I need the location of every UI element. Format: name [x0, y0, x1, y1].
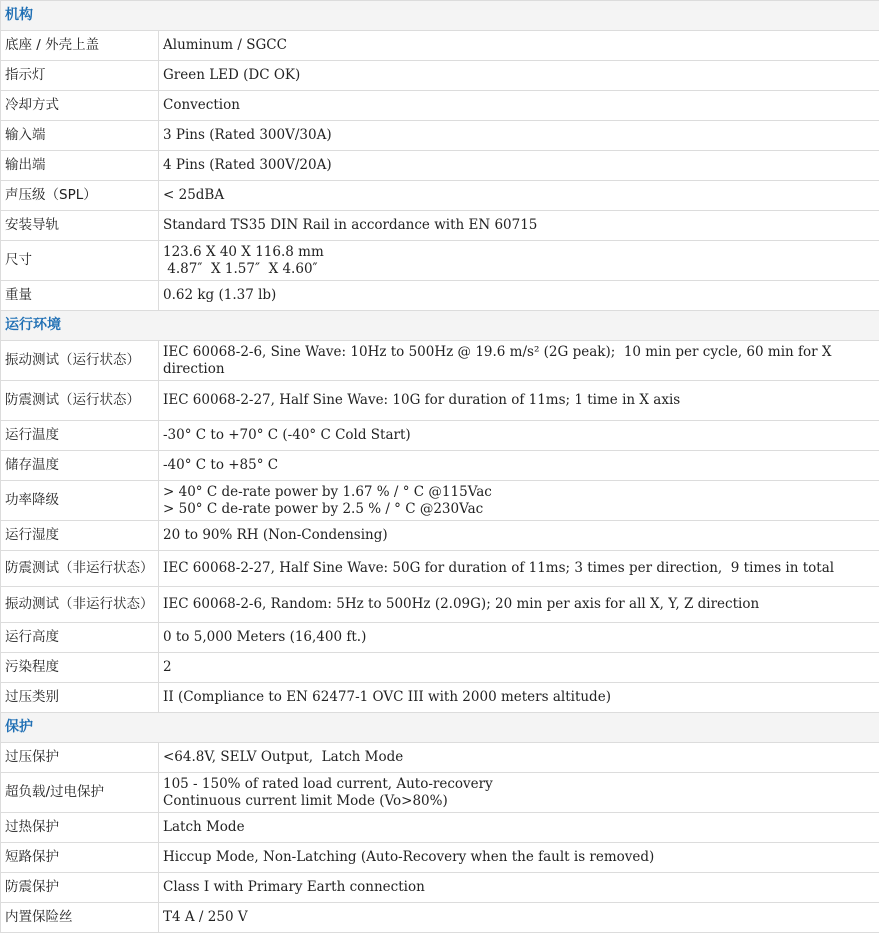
row-value: IEC 60068-2-27, Half Sine Wave: 10G for duration of 11ms; 1 time in X axis: [159, 381, 879, 421]
section-header-mechanical: [1, 1, 879, 31]
row-label: 运行高度: [1, 623, 159, 653]
table-row: [1, 873, 879, 903]
table-row: [1, 381, 879, 421]
table-row: [1, 181, 879, 211]
row-label: 重量: [1, 281, 159, 311]
table-row: [1, 587, 879, 623]
row-label: 防震测试（非运行状态）: [1, 551, 159, 587]
table-row: [1, 551, 879, 587]
row-label: 输入端: [1, 121, 159, 151]
row-value: 105 - 150% of rated load current, Auto-recovery Continuous current limit Mode (Vo>80%): [159, 773, 879, 813]
row-label: 声压级（SPL）: [1, 181, 159, 211]
table-row: [1, 773, 879, 813]
table-row: [1, 653, 879, 683]
table-row: [1, 241, 879, 281]
row-value: II (Compliance to EN 62477-1 OVC III with 2000 meters altitude): [159, 683, 879, 713]
section-title: 保护: [1, 713, 879, 743]
row-label: 功率降级: [1, 481, 159, 521]
row-value: 123.6 X 40 X 116.8 mm 4.87″ X 1.57″ X 4.60″: [159, 241, 879, 281]
row-value: IEC 60068-2-27, Half Sine Wave: 50G for duration of 11ms; 3 times per direction, 9 times in total: [159, 551, 879, 587]
row-label: 防震测试（运行状态）: [1, 381, 159, 421]
table-row: [1, 211, 879, 241]
row-value: IEC 60068-2-6, Random: 5Hz to 500Hz (2.09G); 20 min per axis for all X, Y, Z direction: [159, 587, 879, 623]
table-row: [1, 341, 879, 381]
row-label: 超负载/过电保护: [1, 773, 159, 813]
row-label: 指示灯: [1, 61, 159, 91]
row-label: 污染程度: [1, 653, 159, 683]
row-value: IEC 60068-2-6, Sine Wave: 10Hz to 500Hz @ 19.6 m/s² (2G peak); 10 min per cycle, 60 min for X direction: [159, 341, 879, 381]
row-label: 安装导轨: [1, 211, 159, 241]
row-label: 振动测试（非运行状态）: [1, 587, 159, 623]
table-row: [1, 683, 879, 713]
row-value: Latch Mode: [159, 813, 879, 843]
table-row: [1, 151, 879, 181]
row-label: 过热保护: [1, 813, 159, 843]
row-value: 2: [159, 653, 879, 683]
table-row: [1, 281, 879, 311]
row-value: -30° C to +70° C (-40° C Cold Start): [159, 421, 879, 451]
row-value: Hiccup Mode, Non-Latching (Auto-Recovery when the fault is removed): [159, 843, 879, 873]
row-label: 防震保护: [1, 873, 159, 903]
row-value: < 25dBA: [159, 181, 879, 211]
table-row: [1, 903, 879, 933]
section-header-protection: [1, 713, 879, 743]
row-label: 尺寸: [1, 241, 159, 281]
table-row: [1, 813, 879, 843]
row-label: 过压类别: [1, 683, 159, 713]
table-row: [1, 623, 879, 653]
table-row: [1, 61, 879, 91]
row-label: 振动测试（运行状态）: [1, 341, 159, 381]
row-label: 内置保险丝: [1, 903, 159, 933]
row-value: <64.8V, SELV Output, Latch Mode: [159, 743, 879, 773]
table-row: [1, 743, 879, 773]
table-row: [1, 421, 879, 451]
row-value: Green LED (DC OK): [159, 61, 879, 91]
row-value: Standard TS35 DIN Rail in accordance with EN 60715: [159, 211, 879, 241]
table-row: [1, 121, 879, 151]
row-label: 储存温度: [1, 451, 159, 481]
row-value: 0 to 5,000 Meters (16,400 ft.): [159, 623, 879, 653]
section-title: 运行环境: [1, 311, 879, 341]
table-row: [1, 843, 879, 873]
row-value: 3 Pins (Rated 300V/30A): [159, 121, 879, 151]
row-value: Class I with Primary Earth connection: [159, 873, 879, 903]
row-value: T4 A / 250 V: [159, 903, 879, 933]
table-row: [1, 31, 879, 61]
row-label: 冷却方式: [1, 91, 159, 121]
row-value: Aluminum / SGCC: [159, 31, 879, 61]
row-value: 0.62 kg (1.37 lb): [159, 281, 879, 311]
row-label: 过压保护: [1, 743, 159, 773]
section-header-environment: [1, 311, 879, 341]
table-row: [1, 91, 879, 121]
section-title: 机构: [1, 1, 879, 31]
row-value: 4 Pins (Rated 300V/20A): [159, 151, 879, 181]
table-row: [1, 481, 879, 521]
row-value: Convection: [159, 91, 879, 121]
row-value: > 40° C de-rate power by 1.67 % / ° C @115Vac > 50° C de-rate power by 2.5 % / ° C @230Vac: [159, 481, 879, 521]
table-row: [1, 451, 879, 481]
row-label: 短路保护: [1, 843, 159, 873]
row-value: -40° C to +85° C: [159, 451, 879, 481]
table-row: [1, 521, 879, 551]
row-label: 运行湿度: [1, 521, 159, 551]
row-value: 20 to 90% RH (Non-Condensing): [159, 521, 879, 551]
row-label: 输出端: [1, 151, 159, 181]
row-label: 运行温度: [1, 421, 159, 451]
row-label: 底座 / 外壳上盖: [1, 31, 159, 61]
